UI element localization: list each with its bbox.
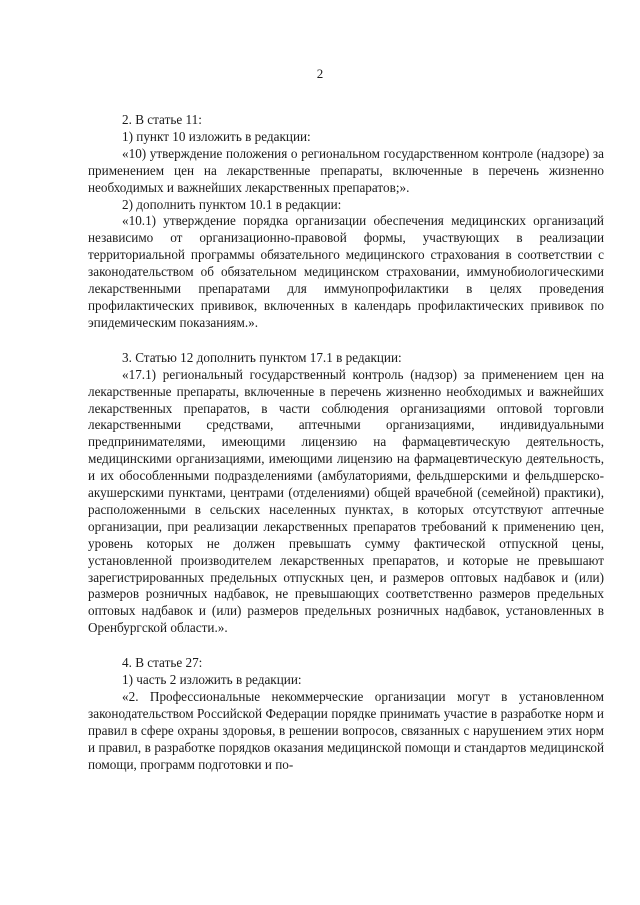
amendment-text: «10) утверждение положения о региональном государственном контроле (надзоре) за применением цен на лекарственные препараты, включенные в перечень жизненно необходимых и важнейших лекарственных препаратов;». — [88, 145, 604, 195]
section-article-12 — [88, 350, 604, 637]
section-heading: 3. Статью 12 дополнить пунктом 17.1 в редакции: — [122, 349, 402, 365]
section-heading: 2. В статье 11: — [122, 112, 202, 127]
document-body — [88, 112, 604, 774]
section-gap — [88, 637, 604, 655]
amendment-text: «17.1) региональный государственный контроль (надзор) за применением цен на лекарственные препараты, включенные в перечень жизненно необходимых и важнейших лекарственных препаратов, в части соблюдения организациями оптовой торговли лекарственными средствами, аптечными организациями, индивидуальными предпринимателями, имеющими лицензию на фармацевтическую деятельность, медицинскими организациями, имеющими лицензию на фармацевтическую деятельность, и их обособленными подразделениями (амбулаториями, фельдшерскими и фельдшерско-акушерскими пунктами, центрами (отделениями) общей врачебной (семейной) практики), расположенными в сельских населенных пунктах, в которых отсутствуют аптечные организации, при реализации лекарственных препаратов требований к применению цен, уровень которых не должен превышать сумму фактической отпускной цены, установленной производителем лекарственных препаратов, и которые не превышают зарегистрированных предельных отпускных цен, и размеров оптовых надбавок и (или) размеров розничных надбавок, не превышающих соответственно размеров предельных оптовых надбавок и (или) размеров предельных розничных надбавок, установленных в Оренбургской области.». — [88, 366, 604, 636]
amendment-item: 1) часть 2 изложить в редакции: — [122, 672, 302, 688]
section-article-11 — [88, 112, 604, 332]
section-gap — [88, 332, 604, 350]
amendment-item: 1) пункт 10 изложить в редакции: — [122, 128, 311, 144]
section-heading: 4. В статье 27: — [122, 655, 203, 671]
page-number: 2 — [316, 66, 324, 81]
section-article-27 — [88, 655, 604, 773]
amendment-text: «2. Профессиональные некоммерческие организации могут в установленном законодательством Российской Федерации порядке принимать участие в разработке норм и правил в сфере охраны здоровья, в решении вопросов, связанных с нарушением этих норм и правил, в разработке порядков оказания медицинской помощи и стандартов медицинской помощи, программ подготовки и по- — [88, 689, 604, 772]
amendment-text: «10.1) утверждение порядка организации обеспечения медицинских организаций независимо от организационно-правовой формы, участвующих в реализации территориальной программы обязательного медицинского страхования в соответствии с законодательством об обязательном медицинском страховании, иммунобиологическими лекарственными препаратами для иммунопрофилактики в целях проведения профилактических прививок, включенных в календарь профилактических прививок по эпидемическим показаниям.». — [88, 213, 604, 330]
amendment-item: 2) дополнить пунктом 10.1 в редакции: — [122, 196, 342, 212]
